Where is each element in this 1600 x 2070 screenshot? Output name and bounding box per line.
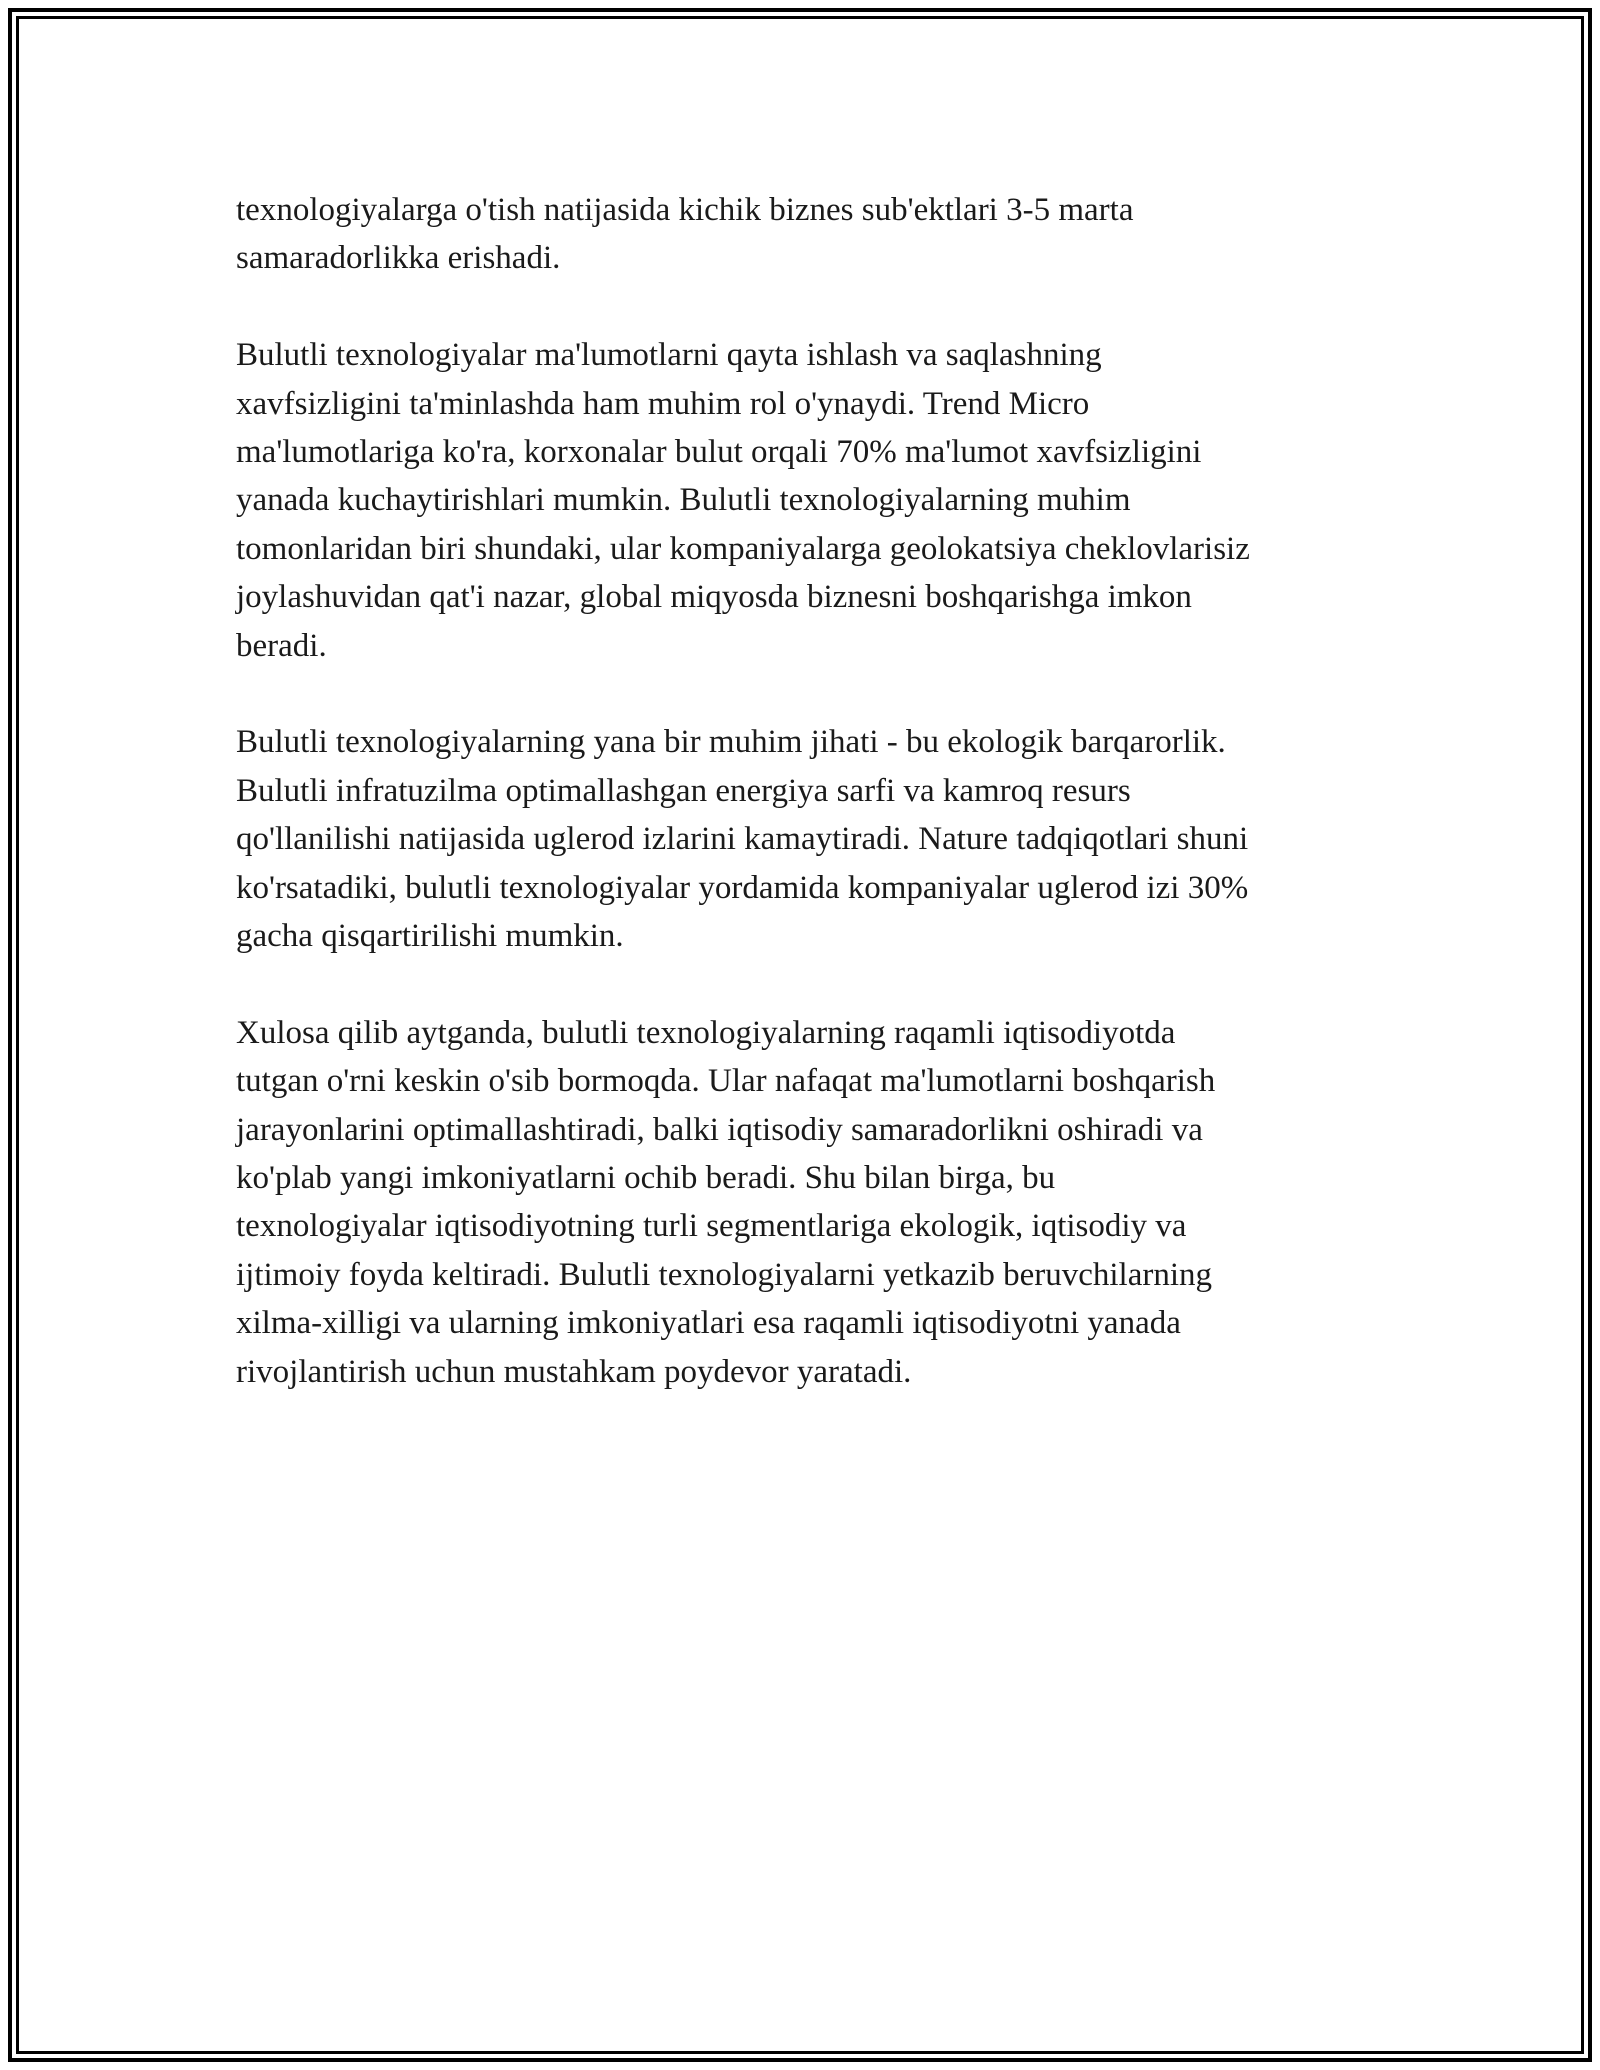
- paragraph-4: Xulosa qilib aytganda, bulutli texnologiyalarning raqamli iqtisodiyotda tutgan o'rni keskin o'sib bormoqda. Ular nafaqat ma'lumotlarni boshqarish jarayonlarini optimallashtiradi, balki iqtisodiy samaradorlikni oshiradi va ko'plab yangi imkoniyatlarni ochib beradi. Shu bilan birga, bu texnologiyalar iqtisodiyotning turli segmentlariga ekologik, iqtisodiy va ijtimoiy foyda keltiradi. Bulutli texnologiyalarni yetkazib beruvchilarning xilma-xilligi va ularning imkoniyatlari esa raqamli iqtisodiyotni yanada rivojlantirish uchun mustahkam poydevor yaratadi.: [236, 1014, 1216, 1390]
- paragraph-1: texnologiyalarga o'tish natijasida kichik biznes sub'ektlari 3-5 marta samaradorlikka erishadi.: [236, 192, 1134, 277]
- paragraph-2: Bulutli texnologiyalar ma'lumotlarni qayta ishlash va saqlashning xavfsizligini ta'minlashda ham muhim rol o'ynaydi. Trend Micro ma'lumotlariga ko'ra, korxonalar bulut orqali 70% ma'lumot xavfsizligini yanada kuchaytirishlari mumkin. Bulutli texnologiyalarning muhim tomonlaridan biri shundaki, ular kompaniyalarga geolokatsiya cheklovlarisiz joylashuvidan qat'i nazar, global miqyosda biznesni boshqarishga imkon beradi.: [236, 337, 1250, 664]
- document-body: [236, 186, 1366, 1445]
- paragraph-3: Bulutli texnologiyalarning yana bir muhim jihati - bu ekologik barqarorlik. Bulutli infratuzilma optimallashgan energiya sarfi va kamroq resurs qo'llanilishi natijasida uglerod izlarini kamaytiradi. Nature tadqiqotlari shuni ko'rsatadiki, bulutli texnologiyalar yordamida kompaniyalar uglerod izi 30% gacha qisqartirilishi mumkin.: [236, 724, 1249, 955]
